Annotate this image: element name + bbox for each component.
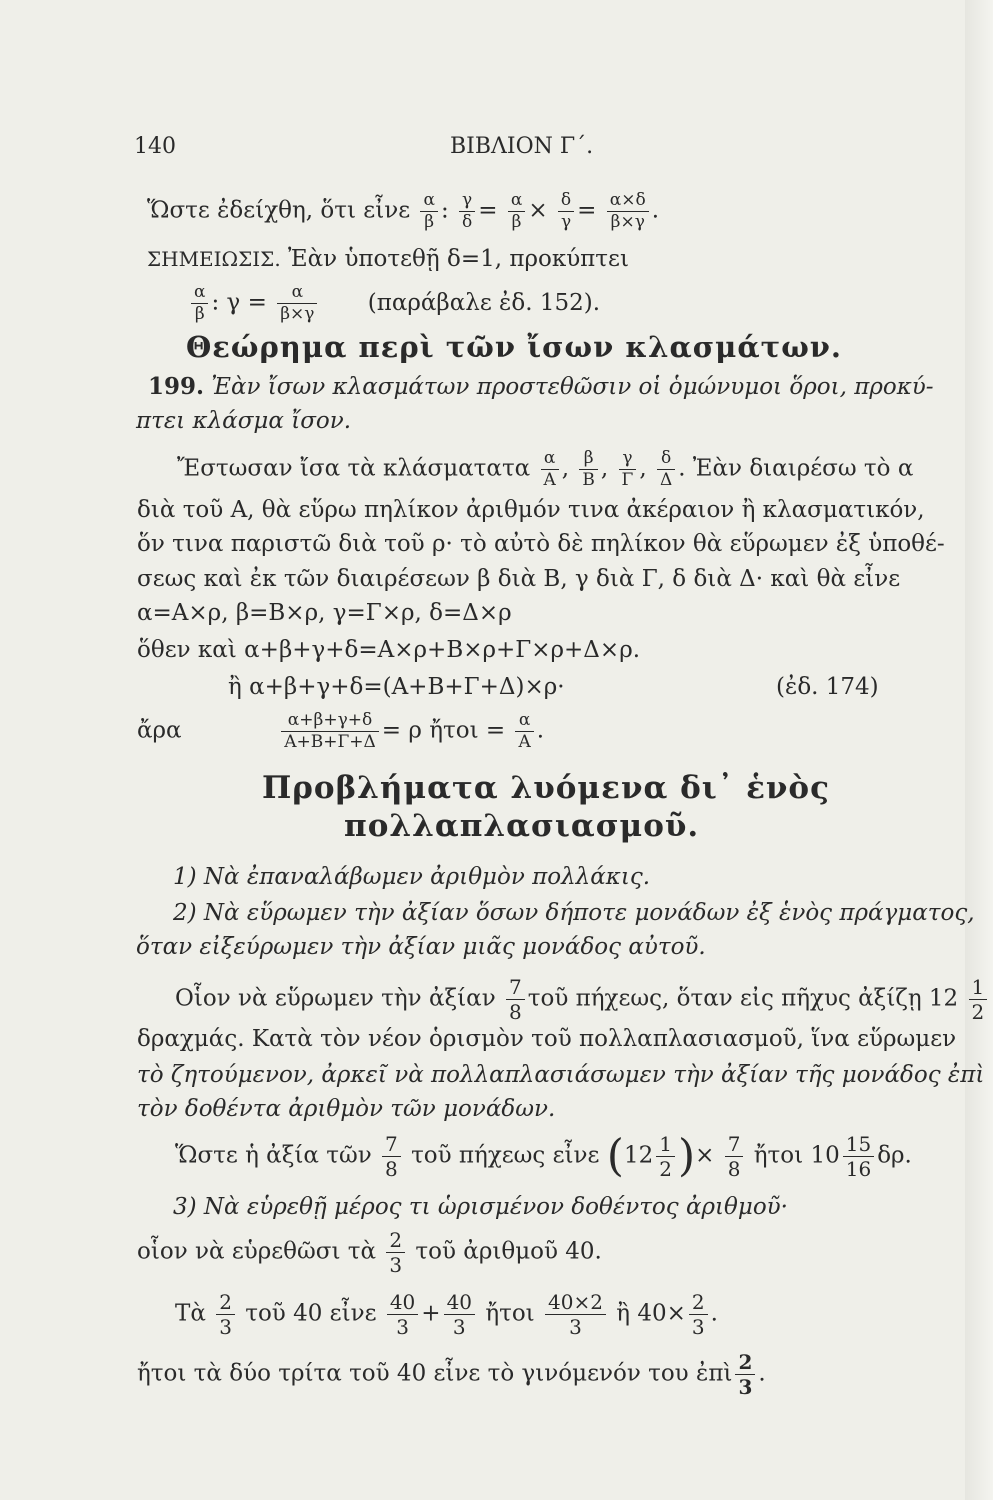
proof-line-5: α=Α×ρ, β=Β×ρ, γ=Γ×ρ, δ=Δ×ρ	[137, 600, 512, 626]
fraction: $\frac{2}{3}$	[386, 1230, 405, 1275]
fraction: $\frac{\alpha+\beta+\gamma+\delta}{A+B+\Gamma+\Delta}$	[281, 712, 379, 751]
proof-line-6: ὅθεν καὶ α+β+γ+δ=Α×ρ+Β×ρ+Γ×ρ+Δ×ρ.	[137, 637, 641, 663]
theorem-heading: Θεώρημα περὶ τῶν ἴσων κλασμάτων.	[186, 330, 843, 364]
theorem-line-1	[148, 372, 934, 402]
proof-reference: (ἐδ. 174)	[776, 674, 879, 700]
example-3-line: Τὰ $\frac{2}{3}$ τοῦ 40 εἶνε $\frac{40}{3}$ + $\frac{40}{3}$ ἤτοι $\frac{40\times 2}{3}$ ἢ 40× $\frac{2}{3}$ .	[175, 1290, 718, 1339]
fraction: $\frac{\alpha}{\beta\times\gamma}$	[277, 284, 317, 323]
proof-line-2: διὰ τοῦ Α, θὰ εὕρω πηλίκον ἀριθμόν τινα ἀκέραιον ἢ κλασματικόν,	[137, 497, 925, 523]
example-1-line-4: τὸν δοθέντα ἀριθμὸν τῶν μονάδων.	[137, 1096, 556, 1122]
final-line: ἤτοι τὰ δύο τρίτα τοῦ 40 εἶνε τὸ γινόμενόν του ἐπὶ $\frac{2}{3}$ .	[137, 1350, 766, 1399]
conclusion-text: Ὥστε ἐδείχθη, ὅτι εἶνε	[147, 197, 411, 224]
fraction: $\frac{\alpha}{A}$	[541, 450, 559, 489]
fraction: $\frac{40}{3}$	[387, 1292, 418, 1337]
problems-heading-line-1: Προβλήματα λυόμενα δι᾽ ἑνὸς	[262, 770, 830, 806]
example-1-line-3: τὸ ζητούμενον, ἀρκεῖ νὰ πολλαπλασιάσωμεν τὴν ἀξίαν τῆς μονάδος ἐπὶ	[137, 1062, 985, 1088]
fraction: $\frac{1}{2}$	[656, 1134, 675, 1179]
fraction: $\frac{\gamma}{\delta}$	[459, 192, 475, 231]
proof-line-7: ἢ α+β+γ+δ=(Α+Β+Γ+Δ)×ρ·	[228, 674, 565, 700]
fraction: $\frac{15}{16}$	[843, 1134, 874, 1179]
example-2-line: Ὥστε ἡ ἀξία τῶν $\frac{7}{8}$ τοῦ πήχεως εἶνε (12 $\frac{1}{2}$ )× $\frac{7}{8}$ ἤτοι 10 $\frac{15}{16}$ δρ.	[175, 1130, 912, 1182]
theorem-statement: Ἐὰν ἴσων κλασμάτων προστεθῶσιν οἱ ὁμώνυμοι ὅροι, προκύ-	[211, 374, 934, 400]
fraction: $\frac{1}{2}$	[969, 977, 988, 1022]
proof-line-4: σεως καὶ ἐκ τῶν διαιρέσεων β διὰ Β, γ διὰ Γ, δ διὰ Δ· καὶ θὰ εἶνε	[137, 566, 901, 592]
conclusion-line: Ὥστε ἐδείχθη, ὅτι εἶνε $\frac{\alpha}{\beta}$ : $\frac{\gamma}{\delta}$ = $\frac{\alpha}{\beta}$ × $\frac{\delta}{\gamma}$ = $\frac{\alpha\times\delta}{\beta\times\gamma}$ .	[147, 190, 660, 232]
theorem-line-2: πτει κλάσμα ἴσον.	[136, 408, 352, 434]
proof-line-1: Ἔστωσαν ἴσα τὰ κλάσματατα $\frac{\alpha}{A}$ , $\frac{\beta}{B}$ , $\frac{\gamma}{\Gamma}$ , $\frac{\delta}{\Delta}$ . Ἐὰν διαιρέσω τὸ α	[177, 448, 914, 490]
note-reference: (παράβαλε ἐδ. 152).	[367, 289, 601, 316]
page-edge	[965, 0, 993, 1500]
page-number: 140	[134, 134, 176, 159]
fraction: $\frac{\alpha}{\beta}$	[508, 192, 525, 231]
fraction: $\frac{\gamma}{\Gamma}$	[619, 450, 637, 489]
proof-line-3: ὅν τινα παριστῶ διὰ τοῦ ρ· τὸ αὐτὸ δὲ πηλίκον θὰ εὕρωμεν ἐξ ὑποθέ-	[137, 531, 945, 557]
problem-3: 3) Νὰ εὑρεθῇ μέρος τι ὡρισμένον δοθέντος ἀριθμοῦ·	[173, 1194, 788, 1220]
fraction: $\frac{7}{8}$	[382, 1134, 401, 1179]
fraction: $\frac{\alpha}{\beta}$	[420, 192, 437, 231]
running-title: ΒΙΒΛΙΟΝ Γ΄.	[450, 134, 594, 159]
fraction: $\frac{\beta}{B}$	[579, 450, 598, 489]
fraction: $\frac{7}{8}$	[725, 1134, 744, 1179]
problems-heading-line-2: πολλαπλασιασμοῦ.	[344, 808, 700, 844]
problem-2-line-2: ὅταν εἰξεύρωμεν τὴν ἀξίαν μιᾶς μονάδος αὐτοῦ.	[136, 934, 706, 960]
proof-line-8: ἄρα $\frac{\alpha+\beta+\gamma+\delta}{A+B+\Gamma+\Delta}$ = ρ ἤτοι = $\frac{\alpha}{A}$ .	[137, 710, 545, 752]
example-1-line-2: δραχμάς. Κατὰ τὸν νέον ὁρισμὸν τοῦ πολλαπλασιασμοῦ, ἵνα εὕρωμεν	[137, 1026, 957, 1052]
fraction: $\frac{2}{3}$	[216, 1292, 235, 1337]
fraction: $\frac{2}{3}$	[735, 1352, 755, 1397]
problem-1: 1) Νὰ ἐπαναλάβωμεν ἀριθμὸν πολλάκις.	[173, 864, 651, 890]
theorem-number: 199.	[148, 373, 205, 400]
fraction: $\frac{\alpha}{A}$	[515, 712, 533, 751]
fraction: $\frac{\delta}{\gamma}$	[558, 192, 574, 231]
fraction: $\frac{40}{3}$	[444, 1292, 475, 1337]
example-1-line-1: Οἷον νὰ εὕρωμεν τὴν ἀξίαν $\frac{7}{8}$ τοῦ πήχεως, ὅταν εἰς πῆχυς ἀξίζῃ 12 $\frac{1}{2}$	[175, 977, 990, 1022]
fraction: $\frac{2}{3}$	[689, 1292, 708, 1337]
problem-2-line-1: 2) Νὰ εὕρωμεν τὴν ἀξίαν ὅσων δήποτε μονάδων ἐξ ἑνὸς πράγματος,	[173, 900, 975, 926]
problem-3-example: οἷον νὰ εὑρεθῶσι τὰ $\frac{2}{3}$ τοῦ ἀριθμοῦ 40.	[137, 1228, 602, 1277]
note-formula: $\frac{\alpha}{\beta}$ : γ = $\frac{\alpha}{\beta\times\gamma}$ (παράβαλε ἐδ. 152).	[188, 284, 600, 323]
fraction: $\frac{\alpha\times\delta}{\beta\times\gamma}$	[607, 192, 649, 231]
fraction: $\frac{\alpha}{\beta}$	[191, 284, 208, 323]
note-line	[147, 244, 629, 274]
note-text: Ἐὰν ὑποτεθῇ δ=1, προκύπτει	[288, 246, 629, 272]
fraction: $\frac{7}{8}$	[506, 977, 525, 1022]
fraction: $\frac{40\times 2}{3}$	[545, 1292, 606, 1337]
note-label: ΣΗΜΕΙΩΣΙΣ.	[147, 247, 281, 271]
fraction: $\frac{\delta}{\Delta}$	[657, 450, 675, 489]
